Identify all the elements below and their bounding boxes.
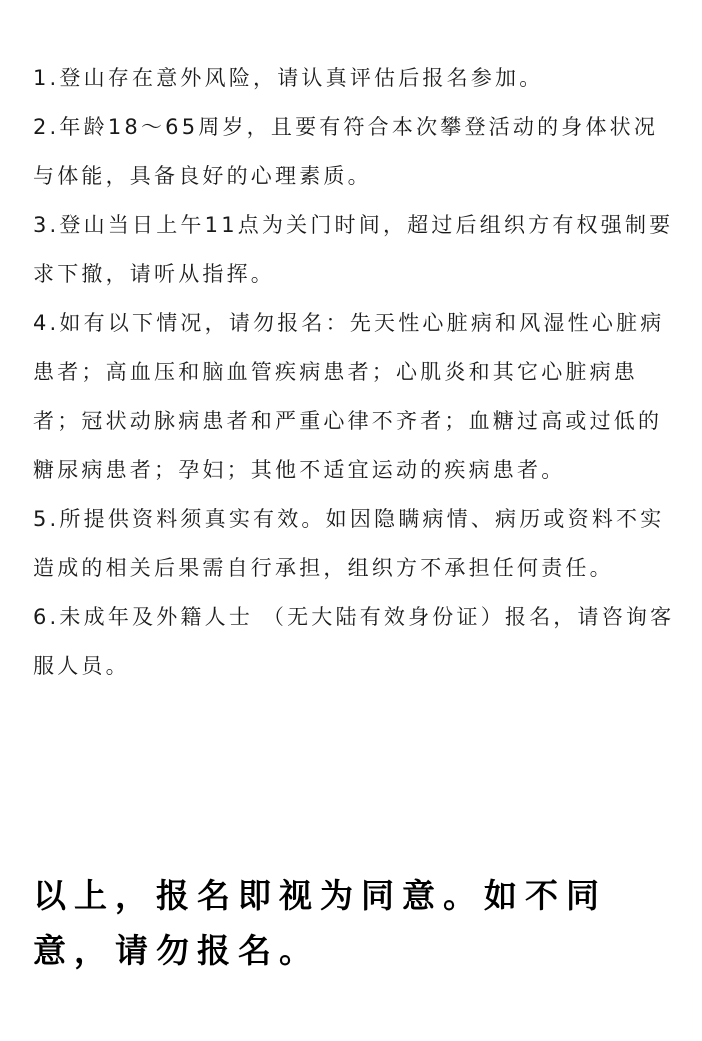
- notice-item-3: 3.登山当日上午11点为关门时间，超过后组织方有权强制要求下撤，请听从指挥。: [33, 213, 674, 286]
- notice-item-2: 2.年龄18～65周岁，且要有符合本次攀登活动的身体状况与体能，具备良好的心理素质。: [33, 115, 659, 188]
- notice-item-1: 1.登山存在意外风险，请认真评估后报名参加。: [33, 66, 544, 90]
- notice-item-6: 6.未成年及外籍人士 （无大陆有效身份证）报名，请咨询客服人员。: [33, 605, 675, 678]
- notice-list: [33, 54, 678, 691]
- notice-item-4: 4.如有以下情况，请勿报名：先天性心脏病和风湿性心脏病患者；高血压和脑血管疾病患者；心肌炎和其它心脏病患者；冠状动脉病患者和严重心律不齐者；血糖过高或过低的糖尿病患者；孕妇；其他不适宜运动的疾病患者。: [33, 311, 665, 482]
- notice-item-5: 5.所提供资料须真实有效。如因隐瞒病情、病历或资料不实造成的相关后果需自行承担，组织方不承担任何责任。: [33, 507, 665, 580]
- consent-statement: 以上，报名即视为同意。如不同意，请勿报名。: [33, 876, 607, 970]
